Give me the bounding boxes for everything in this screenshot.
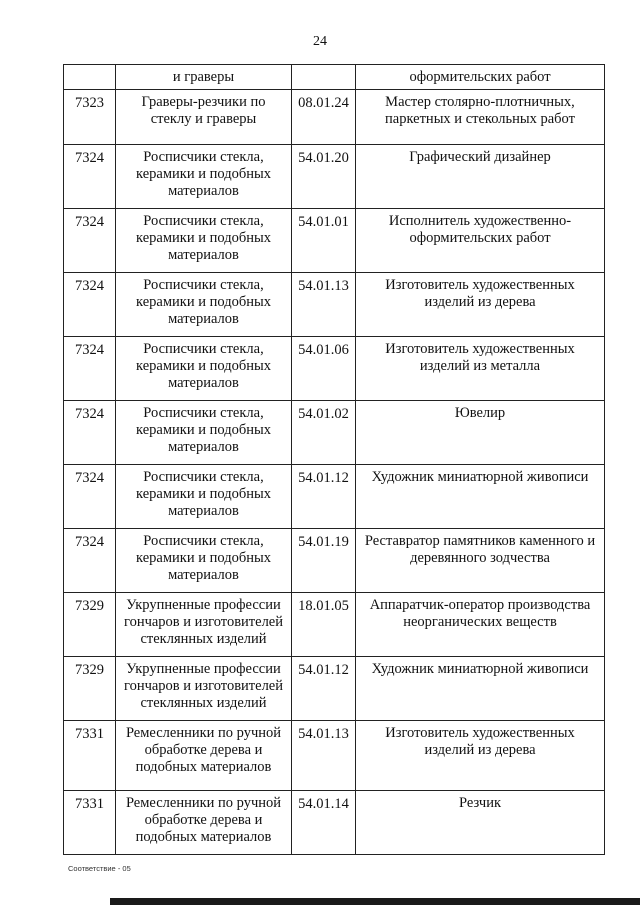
name-cell: Росписчики стекла, керамики и подобных материалов: [116, 145, 292, 209]
name-cell: Ремесленники по ручной обработке дерева и подобных материалов: [116, 721, 292, 791]
okz-code-cell: [292, 65, 356, 90]
profession-cell: Изготовитель художественных изделий из дерева: [356, 721, 605, 791]
name-cell: Граверы-резчики по стеклу и граверы: [116, 90, 292, 145]
table-row: [64, 465, 605, 529]
name-cell: Укрупненные профессии гончаров и изготовителей стеклянных изделий: [116, 593, 292, 657]
code-cell: 7324: [64, 529, 116, 593]
code-cell: 7331: [64, 791, 116, 855]
page-number: 24: [313, 34, 327, 49]
table-row: [64, 90, 605, 145]
code-cell: 7324: [64, 273, 116, 337]
name-cell: и граверы: [116, 65, 292, 90]
okz-code-cell: 54.01.13: [292, 273, 356, 337]
table-row: [64, 401, 605, 465]
table-row: [64, 209, 605, 273]
code-cell: 7324: [64, 337, 116, 401]
code-cell: 7329: [64, 657, 116, 721]
code-cell: 7329: [64, 593, 116, 657]
name-cell: Росписчики стекла, керамики и подобных материалов: [116, 401, 292, 465]
code-cell: 7324: [64, 209, 116, 273]
okz-code-cell: 54.01.12: [292, 465, 356, 529]
table-row: [64, 65, 605, 90]
profession-cell: Художник миниатюрной живописи: [356, 657, 605, 721]
name-cell: Росписчики стекла, керамики и подобных материалов: [116, 209, 292, 273]
okz-code-cell: 08.01.24: [292, 90, 356, 145]
profession-cell: оформительских работ: [356, 65, 605, 90]
table-row: [64, 145, 605, 209]
name-cell: Росписчики стекла, керамики и подобных материалов: [116, 529, 292, 593]
okz-code-cell: 18.01.05: [292, 593, 356, 657]
okz-code-cell: 54.01.20: [292, 145, 356, 209]
name-cell: Росписчики стекла, керамики и подобных материалов: [116, 337, 292, 401]
code-cell: 7324: [64, 465, 116, 529]
scan-edge: [110, 898, 640, 905]
profession-cell: Аппаратчик-оператор производства неорганических веществ: [356, 593, 605, 657]
okz-code-cell: 54.01.01: [292, 209, 356, 273]
okz-code-cell: 54.01.19: [292, 529, 356, 593]
name-cell: Росписчики стекла, керамики и подобных материалов: [116, 273, 292, 337]
table-row: [64, 657, 605, 721]
code-cell: 7324: [64, 145, 116, 209]
table-row: [64, 337, 605, 401]
profession-cell: Художник миниатюрной живописи: [356, 465, 605, 529]
okz-code-cell: 54.01.12: [292, 657, 356, 721]
profession-cell: Реставратор памятников каменного и деревянного зодчества: [356, 529, 605, 593]
profession-cell: Изготовитель художественных изделий из дерева: [356, 273, 605, 337]
table-row: [64, 721, 605, 791]
profession-cell: Изготовитель художественных изделий из металла: [356, 337, 605, 401]
occupations-table: [63, 64, 605, 855]
name-cell: Укрупненные профессии гончаров и изготовителей стеклянных изделий: [116, 657, 292, 721]
code-cell: 7324: [64, 401, 116, 465]
code-cell: [64, 65, 116, 90]
okz-code-cell: 54.01.06: [292, 337, 356, 401]
table-row: [64, 791, 605, 855]
table-body: [64, 65, 605, 855]
profession-cell: Ювелир: [356, 401, 605, 465]
profession-cell: Резчик: [356, 791, 605, 855]
code-cell: 7323: [64, 90, 116, 145]
footer-note: Соответствие - 05: [68, 864, 131, 873]
okz-code-cell: 54.01.14: [292, 791, 356, 855]
okz-code-cell: 54.01.02: [292, 401, 356, 465]
name-cell: Ремесленники по ручной обработке дерева и подобных материалов: [116, 791, 292, 855]
table-row: [64, 529, 605, 593]
okz-code-cell: 54.01.13: [292, 721, 356, 791]
table-row: [64, 273, 605, 337]
table-row: [64, 593, 605, 657]
profession-cell: Исполнитель художественно-оформительских работ: [356, 209, 605, 273]
code-cell: 7331: [64, 721, 116, 791]
name-cell: Росписчики стекла, керамики и подобных материалов: [116, 465, 292, 529]
profession-cell: Графический дизайнер: [356, 145, 605, 209]
profession-cell: Мастер столярно-плотничных, паркетных и стекольных работ: [356, 90, 605, 145]
